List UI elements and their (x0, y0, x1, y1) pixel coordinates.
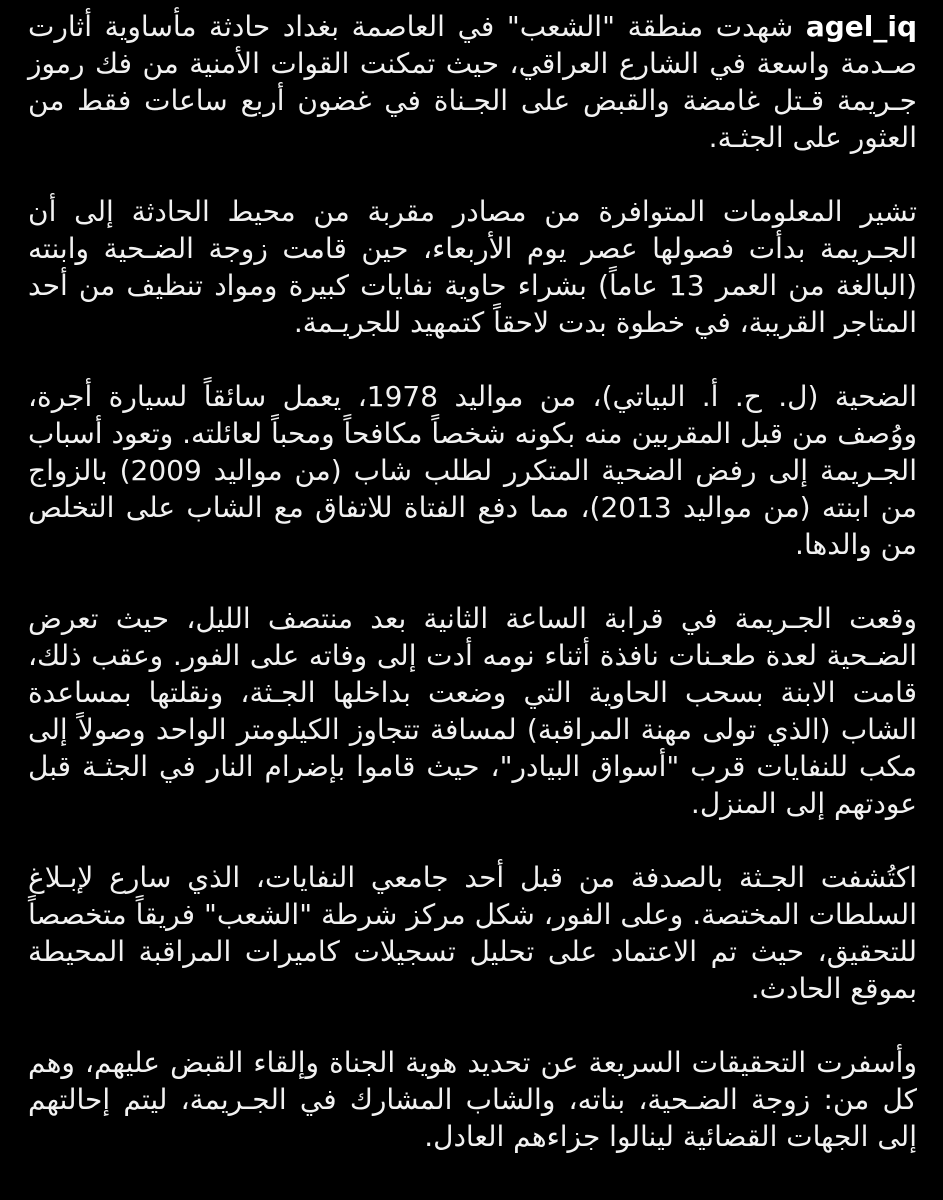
paragraph-4: وقعت الجـريمة في قرابة الساعة الثانية بعد منتصف الليل، حيث تعرض الضـحية لعدة طعـنات نافذة أثناء نومه أدت إلى وفاته على الفور. وعقب ذلك، قامت الابنة بسحب الحاوية التي وضعت بداخلها الجـثة، ونقلتها بمساعدة الشاب (الذي تولى مهنة المراقبة) لمسافة تتجاوز الكيلومتر الواحد وصولاً إلى مكب للنفايات قرب "أسواق البيادر"، حيث قاموا بإضرام النار في الجثـة قبل عودتهم إلى المنزل. (28, 602, 917, 820)
paragraph-2: تشير المعلومات المتوافرة من مصادر مقربة من محيط الحادثة إلى أن الجـريمة بدأت فصولها عصر يوم الأربعاء، حين قامت زوجة الضـحية وابنته (البالغة من العمر 13 عاماً) بشراء حاوية نفايات كبيرة ومواد تنظيف من أحد المتاجر القريبة، في خطوة بدت لاحقاً كتمهيد للجريـمة. (28, 195, 917, 339)
paragraph-6: وأسفرت التحقيقات السريعة عن تحديد هوية الجناة وإلقاء القبض عليهم، وهم كل من: زوجة الضـحية، بناته، والشاب المشارك في الجـريمة، ليتم إحالتهم إلى الجهات القضائية لينالوا جزاءهم العادل. (28, 1046, 917, 1153)
paragraph-1 (28, 8, 917, 156)
paragraph-5: اكتُشفت الجـثة بالصدفة من قبل أحد جامعي النفايات، الذي سارع لإبـلاغ السلطات المختصة. وعلى الفور، شكل مركز شرطة "الشعب" فريقاً متخصصاً للتحقيق، حيث تم الاعتماد على تحليل تسجيلات كاميرات المراقبة المحيطة بموقع الحادث. (28, 861, 917, 1005)
paragraph-3: الضحية (ل. ح. أ. البياتي)، من مواليد 1978، يعمل سائقاً لسيارة أجرة، ووُصف من قبل المقربين منه بكونه شخصاً مكافحاً ومحباً لعائلته. وتعود أسباب الجـريمة إلى رفض الضحية المتكرر لطلب شاب (من مواليد 2009) بالزواج من ابنته (من مواليد 2013)، مما دفع الفتاة للاتفاق مع الشاب على التخلص من والدها. (28, 380, 917, 561)
username-link[interactable]: agel_iq (805, 10, 917, 43)
paragraph-1-text: شهدت منطقة "الشعب" في العاصمة بغداد حادثة مأساوية أثارت صـدمة واسعة في الشارع العراقي، حيث تمكنت القوات الأمنية من فك رموز جـريمة قـتل غامضة والقبض على الجـناة في غضون أربع ساعات فقط من العثور على الجثـة. (28, 10, 917, 154)
